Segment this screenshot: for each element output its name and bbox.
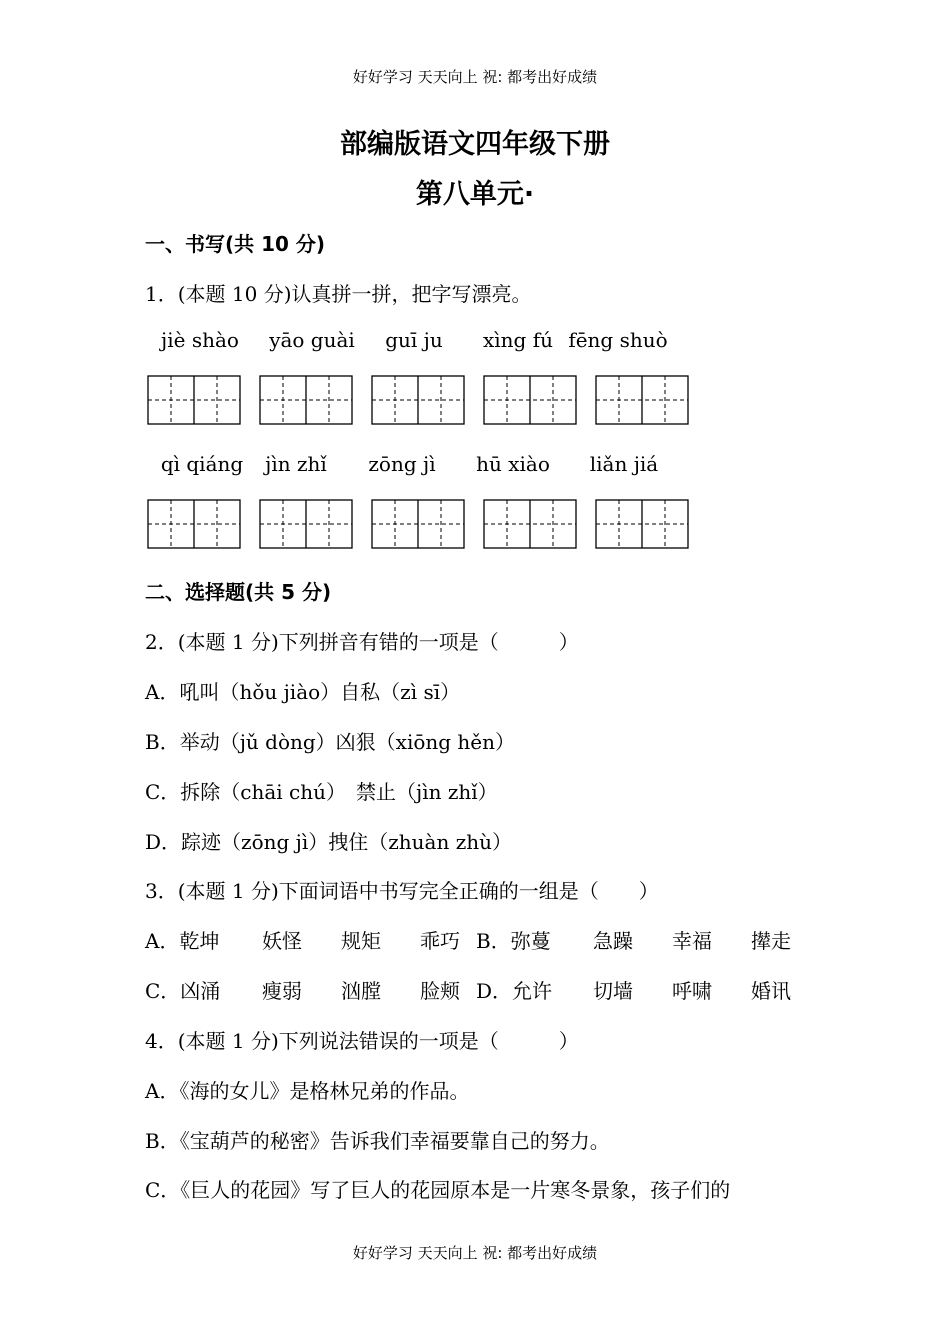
writing-grid[interactable] xyxy=(483,375,577,425)
question-3-word: 瘦弱 xyxy=(262,979,302,1003)
pinyin-label: guī ju xyxy=(385,328,443,352)
question-3-word: 妖怪 xyxy=(262,929,302,953)
pinyin-label: yāo guài xyxy=(269,328,355,352)
question-3-word: 幸福 xyxy=(672,929,712,953)
question-4-option-a: A．《海的女儿》是格林兄弟的作品。 xyxy=(145,1079,470,1103)
question-4-option-b: B．《宝葫芦的秘密》告诉我们幸福要靠自己的努力。 xyxy=(145,1129,610,1153)
question-3-word: C．凶涌 xyxy=(145,979,221,1003)
pinyin-label: hū xiào xyxy=(476,452,550,476)
question-3-word: 呼啸 xyxy=(672,979,712,1003)
pinyin-label: jìn zhǐ xyxy=(265,452,327,476)
question-4-option-c: C．《巨人的花园》写了巨人的花园原本是一片寒冬景象，孩子们的 xyxy=(145,1178,731,1202)
writing-grid[interactable] xyxy=(595,499,689,549)
page-title: 部编版语文四年级下册 xyxy=(340,129,610,160)
pinyin-label: liǎn jiá xyxy=(589,452,659,476)
pinyin-label: jiè shào xyxy=(161,328,239,352)
writing-grid[interactable] xyxy=(147,499,241,549)
pinyin-label: xìng fú xyxy=(483,328,553,352)
question-3-stem: 3．(本题 1 分)下面词语中书写完全正确的一组是（ ） xyxy=(145,879,659,903)
writing-grid[interactable] xyxy=(371,499,465,549)
writing-grid[interactable] xyxy=(371,375,465,425)
writing-grid[interactable] xyxy=(259,375,353,425)
section-2-title: 二、选择题(共 5 分) xyxy=(145,580,332,604)
question-3-word: 乖巧 xyxy=(420,929,460,953)
question-1-stem: 1．(本题 10 分)认真拼一拼，把字写漂亮。 xyxy=(145,282,532,306)
writing-grid[interactable] xyxy=(595,375,689,425)
writing-grid[interactable] xyxy=(259,499,353,549)
question-2-option-b: B．举动（jǔ dòng）凶狠（xiōng hěn） xyxy=(145,730,516,754)
question-3-word: 切墙 xyxy=(593,979,633,1003)
question-3-word: 汹膛 xyxy=(341,979,381,1003)
question-2-option-d: D．踪迹（zōng jì）拽住（zhuàn zhù） xyxy=(145,830,513,854)
pinyin-label: qì qiáng xyxy=(160,452,244,476)
question-4-stem: 4．(本题 1 分)下列说法错误的一项是（ ） xyxy=(145,1029,579,1053)
question-2-stem: 2．(本题 1 分)下列拼音有错的一项是（ ） xyxy=(145,630,579,654)
writing-grid[interactable] xyxy=(147,375,241,425)
section-1-title: 一、书写(共 10 分) xyxy=(145,232,326,256)
writing-grid[interactable] xyxy=(483,499,577,549)
pinyin-label: fēng shuò xyxy=(568,328,668,352)
question-3-word: 撵走 xyxy=(751,929,791,953)
page-subtitle: 第八单元· xyxy=(415,179,535,210)
question-3-word: B．弥蔓 xyxy=(476,929,551,953)
question-3-word: A．乾坤 xyxy=(145,929,220,953)
question-3-word: 急躁 xyxy=(593,929,633,953)
question-3-word: 婚讯 xyxy=(751,979,791,1003)
question-2-option-c: C．拆除（chāi chú） 禁止（jìn zhǐ） xyxy=(145,780,498,804)
question-3-word: 脸颊 xyxy=(420,979,460,1003)
question-2-option-a: A．吼叫（hǒu jiào）自私（zì sī） xyxy=(145,680,461,704)
pinyin-label: zōng jì xyxy=(368,452,436,476)
page-header: 好好学习 天天向上 祝: 都考出好成绩 xyxy=(352,68,598,86)
question-3-word: 规矩 xyxy=(341,929,381,953)
question-3-word: D．允许 xyxy=(476,979,553,1003)
page-footer: 好好学习 天天向上 祝: 都考出好成绩 xyxy=(352,1244,598,1262)
